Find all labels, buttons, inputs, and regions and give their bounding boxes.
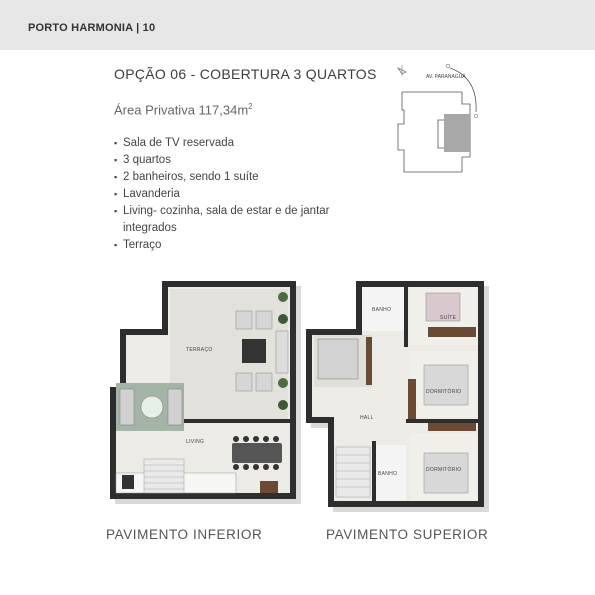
staircase (144, 459, 184, 493)
feature-item: ▪ 3 quartos (114, 152, 334, 169)
street-label: AV. PARANAGUÁ (426, 74, 466, 80)
terrace-deck (170, 289, 288, 419)
sun-icon (446, 64, 478, 118)
floor-plan-upper (300, 275, 490, 515)
option-title: OPÇÃO 06 - COBERTURA 3 QUARTOS (114, 66, 377, 82)
room-label-suite: SUÍTE (440, 315, 457, 321)
site-key-plan (392, 62, 502, 182)
staircase-upper (336, 447, 370, 497)
feature-item: ▪ Lavanderia (114, 186, 334, 203)
room-label-dormitorio-1: DORMITÓRIO (426, 389, 462, 395)
room-label-hall: HALL (360, 415, 374, 421)
room-label-living: LIVING (186, 439, 205, 445)
page-header-text: PORTO HARMONIA | 10 (28, 22, 156, 34)
private-area (114, 102, 253, 117)
room-label-dormitorio-2: DORMITÓRIO (426, 467, 462, 473)
room-label-terraco: TERRAÇO (186, 347, 213, 353)
floor-plan-lower (100, 275, 305, 515)
feature-item: ▪ Living- cozinha, sala de estar e de jantar integrados (114, 203, 334, 237)
area-unit-superscript: 2 (248, 102, 253, 111)
highlighted-unit (444, 114, 470, 152)
feature-list (114, 135, 334, 254)
page-header (0, 0, 595, 50)
caption-lower-floor: PAVIMENTO INFERIOR (106, 527, 263, 542)
north-arrow-icon (398, 65, 406, 76)
room-label-banho-1: BANHO (372, 307, 392, 313)
feature-item: ▪ 2 banheiros, sendo 1 suíte (114, 169, 334, 186)
room-label-banho-2: BANHO (378, 471, 398, 477)
feature-item: ▪ Terraço (114, 237, 334, 254)
feature-item: ▪ Sala de TV reservada (114, 135, 334, 152)
private-area-label: Área Privativa 117,34m (114, 102, 249, 118)
caption-upper-floor: PAVIMENTO SUPERIOR (326, 527, 489, 542)
